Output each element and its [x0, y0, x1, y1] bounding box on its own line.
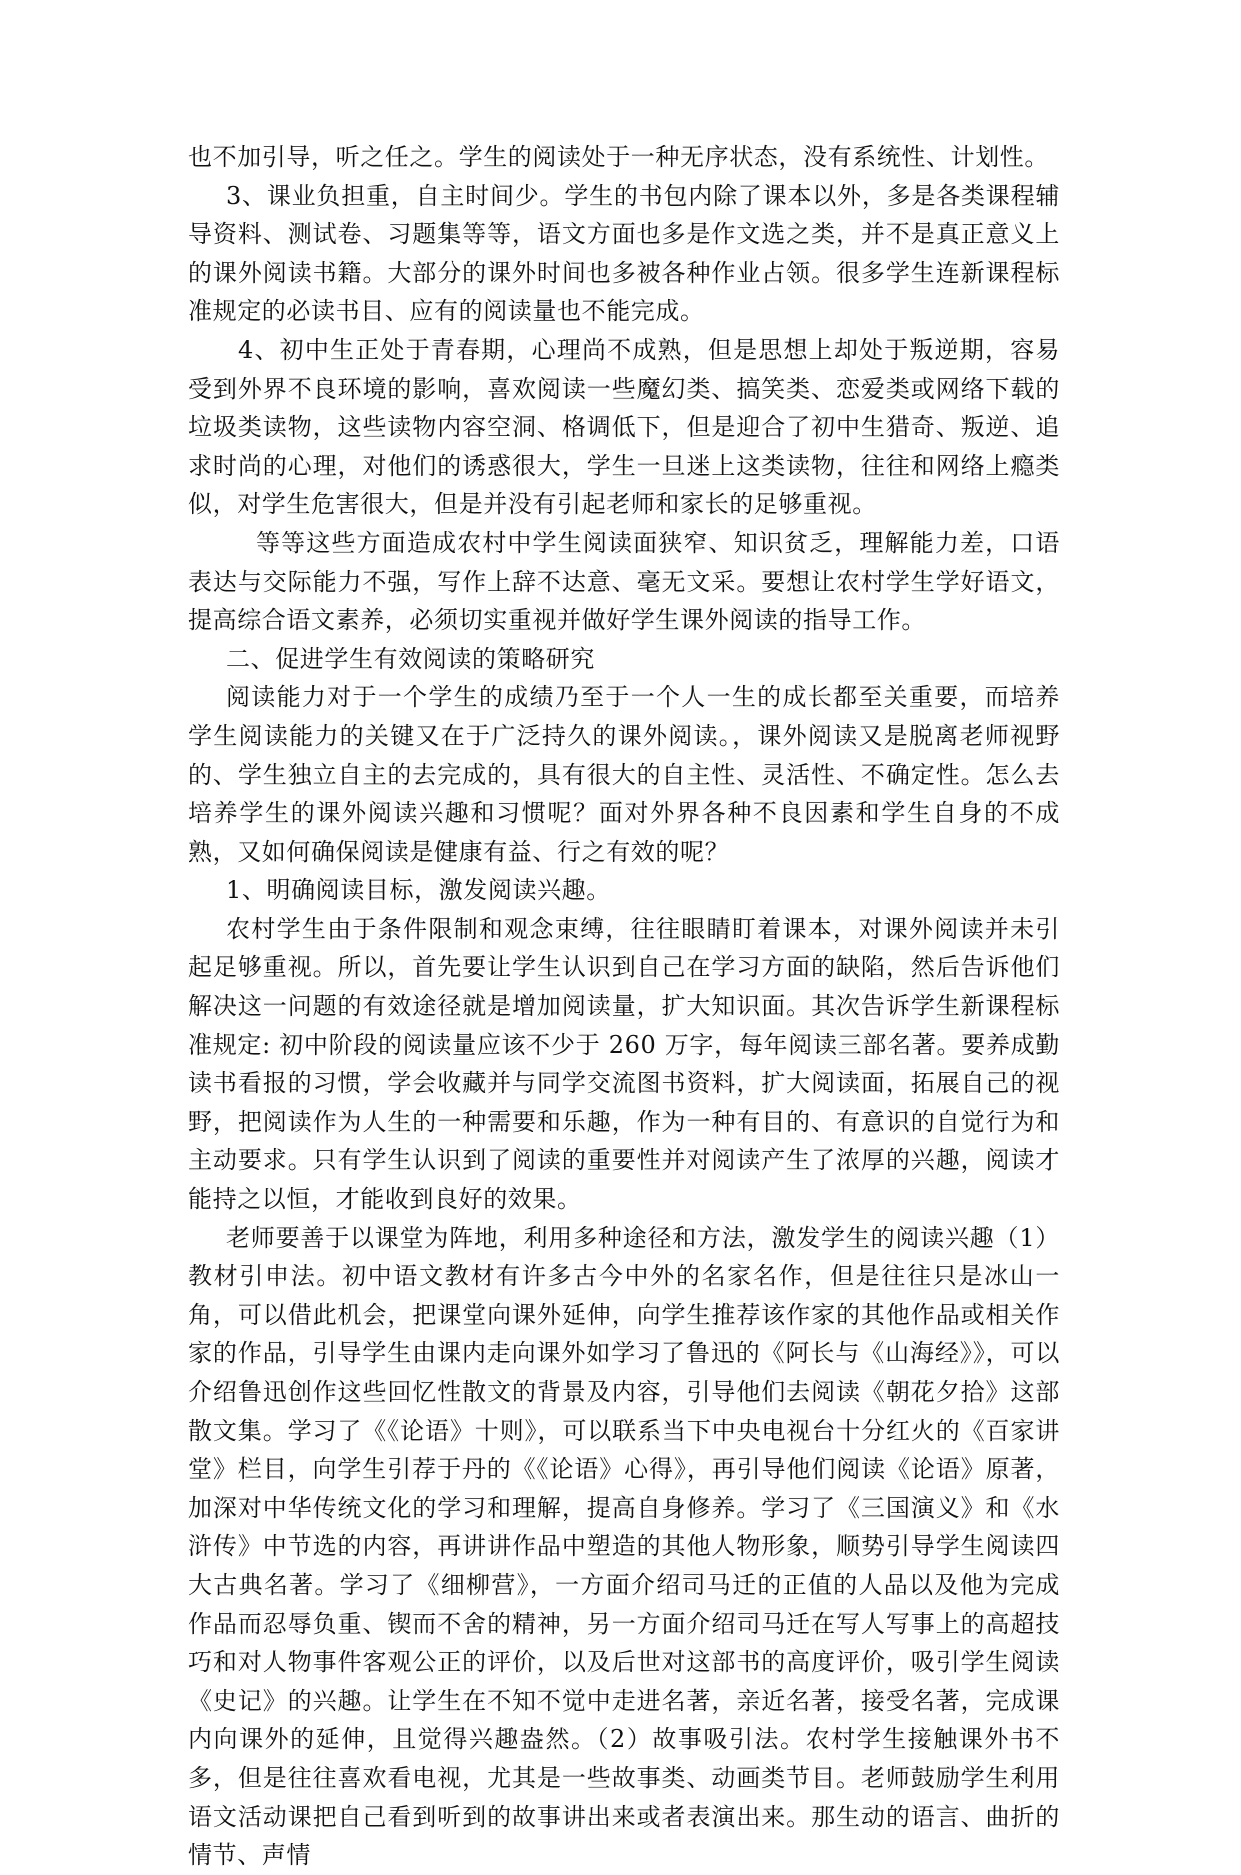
- paragraph-item-4: 4、初中生正处于青春期，心理尚不成熟，但是思想上却处于叛逆期，容易受到外界不良环境的影响，喜欢阅读一些魔幻类、搞笑类、恋爱类或网络下载的垃圾类读物，这些读物内容空洞、格调低下，但是迎合了初中生猎奇、叛逆、追求时尚的心理，对他们的诱惑很大，学生一旦迷上这类读物，往往和网络上瘾类似，对学生危害很大，但是并没有引起老师和家长的足够重视。: [188, 335, 1060, 519]
- paragraph-item-3: 3、课业负担重，自主时间少。学生的书包内除了课本以外，多是各类课程辅导资料、测试卷、习题集等等，语文方面也多是作文选之类，并不是真正意义上的课外阅读书籍。大部分的课外时间也多被各种作业占领。很多学生连新课程标准规定的必读书目、应有的阅读量也不能完成。: [188, 181, 1060, 326]
- section-heading-2: 二、促进学生有效阅读的策略研究: [226, 644, 595, 673]
- document-body: [188, 138, 1060, 1875]
- paragraph-rural-students: 农村学生由于条件限制和观念束缚，往往眼睛盯着课本，对课外阅读并未引起足够重视。所以，首先要让学生认识到自己在学习方面的缺陷，然后告诉他们解决这一问题的有效途径就是增加阅读量，扩大知识面。其次告诉学生新课程标准规定: 初中阶段的阅读量应该不少于 260 万字，每年阅读三部名著。要养成勤读书看报的习惯，学会收藏并与同学交流图书资料，扩大阅读面，拓展自己的视野，把阅读作为人生的一种需要和乐趣，作为一种有目的、有意识的自觉行为和主动要求。只有学生认识到了阅读的重要性并对阅读产生了浓厚的兴趣，阅读才能持之以恒，才能收到良好的效果。: [188, 914, 1060, 1214]
- paragraph-teacher-methods: 老师要善于以课堂为阵地，利用多种途径和方法，激发学生的阅读兴趣（1）教材引申法。初中语文教材有许多古今中外的名家名作，但是往往只是冰山一角，可以借此机会，把课堂向课外延伸，向学生推荐该作家的其他作品或相关作家的作品，引导学生由课内走向课外如学习了鲁迅的《阿长与《山海经》》，可以介绍鲁迅创作这些回忆性散文的背景及内容，引导他们去阅读《朝花夕拾》这部散文集。学习了《《论语》十则》，可以联系当下中央电视台十分红火的《百家讲堂》栏目，向学生引荐于丹的《《论语》心得》，再引导他们阅读《论语》原著，加深对中华传统文化的学习和理解，提高自身修养。学习了《三国演义》和《水浒传》中节选的内容，再讲讲作品中塑造的其他人物形象，顺势引导学生阅读四大古典名著。学习了《细柳营》，一方面介绍司马迁的正值的人品以及他为完成作品而忍辱负重、锲而不舍的精神，另一方面介绍司马迁在写人写事上的高超技巧和对人物事件客观公正的评价，以及后世对这部书的高度评价，吸引学生阅读《史记》的兴趣。让学生在不知不觉中走进名著，亲近名著，接受名著，完成课内向课外的延伸，且觉得兴趣盎然。（2）故事吸引法。农村学生接触课外书不多，但是往往喜欢看电视，尤其是一些故事类、动画类节目。老师鼓励学生利用语文活动课把自己看到听到的故事讲出来或者表演出来。那生动的语言、曲折的情节、声情: [188, 1223, 1060, 1870]
- paragraph-continuation: 也不加引导，听之任之。学生的阅读处于一种无序状态，没有系统性、计划性。: [188, 143, 1049, 171]
- subheading-1: 1、明确阅读目标，激发阅读兴趣。: [226, 876, 611, 905]
- paragraph-summary: 等等这些方面造成农村中学生阅读面狭窄、知识贫乏，理解能力差，口语表达与交际能力不强，写作上辞不达意、毫无文采。要想让农村学生学好语文，提高综合语文素养，必须切实重视并做好学生课外阅读的指导工作。: [188, 528, 1060, 635]
- paragraph-reading-ability: 阅读能力对于一个学生的成绩乃至于一个人一生的成长都至关重要，而培养学生阅读能力的关键又在于广泛持久的课外阅读。，课外阅读又是脱离老师视野的、学生独立自主的去完成的，具有很大的自主性、灵活性、不确定性。怎么去培养学生的课外阅读兴趣和习惯呢？面对外界各种不良因素和学生自身的不成熟，又如何确保阅读是健康有益、行之有效的呢？: [188, 683, 1060, 866]
